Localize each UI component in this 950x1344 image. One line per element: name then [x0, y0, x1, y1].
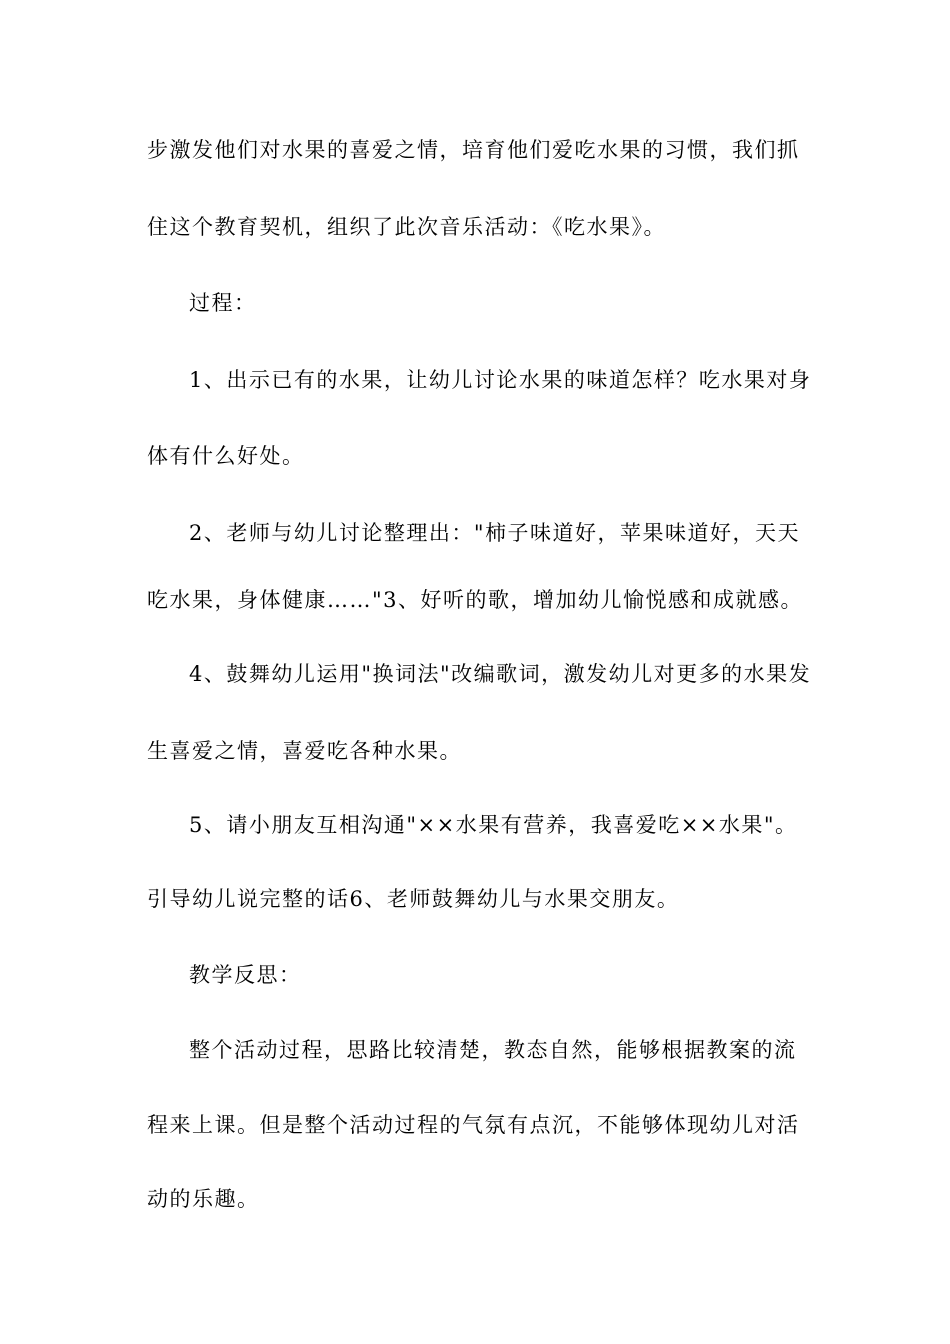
text-line: 5、请小朋友互相沟通"××水果有营养，我喜爱吃××水果"。 [189, 813, 798, 837]
text-line: 4、鼓舞幼儿运用"换词法"改编歌词，激发幼儿对更多的水果发 [189, 662, 812, 686]
text-line: 1、出示已有的水果，让幼儿讨论水果的味道怎样？吃水果对身 [189, 368, 812, 392]
text-line: 体有什么好处。 [147, 444, 305, 468]
section-heading-reflection: 教学反思： [189, 963, 302, 987]
text-line: 程来上课。但是整个活动过程的气氛有点沉，不能够体现幼儿对活 [147, 1113, 800, 1137]
section-heading-process: 过程： [189, 291, 257, 315]
text-line: 2、老师与幼儿讨论整理出："柿子味道好，苹果味道好，天天 [189, 521, 801, 545]
text-line: 引导幼儿说完整的话6、老师鼓舞幼儿与水果交朋友。 [147, 887, 680, 911]
text-line: 吃水果，身体健康……"3、好听的歌，增加幼儿愉悦感和成就感。 [147, 588, 804, 612]
text-line: 步激发他们对水果的喜爱之情，培育他们爱吃水果的习惯，我们抓 [147, 138, 800, 162]
text-line: 动的乐趣。 [147, 1187, 260, 1211]
text-line: 整个活动过程，思路比较清楚，教态自然，能够根据教案的流 [189, 1038, 797, 1062]
text-line: 生喜爱之情，喜爱吃各种水果。 [147, 739, 462, 763]
text-line: 住这个教育契机，组织了此次音乐活动：《吃水果》。 [147, 215, 666, 239]
